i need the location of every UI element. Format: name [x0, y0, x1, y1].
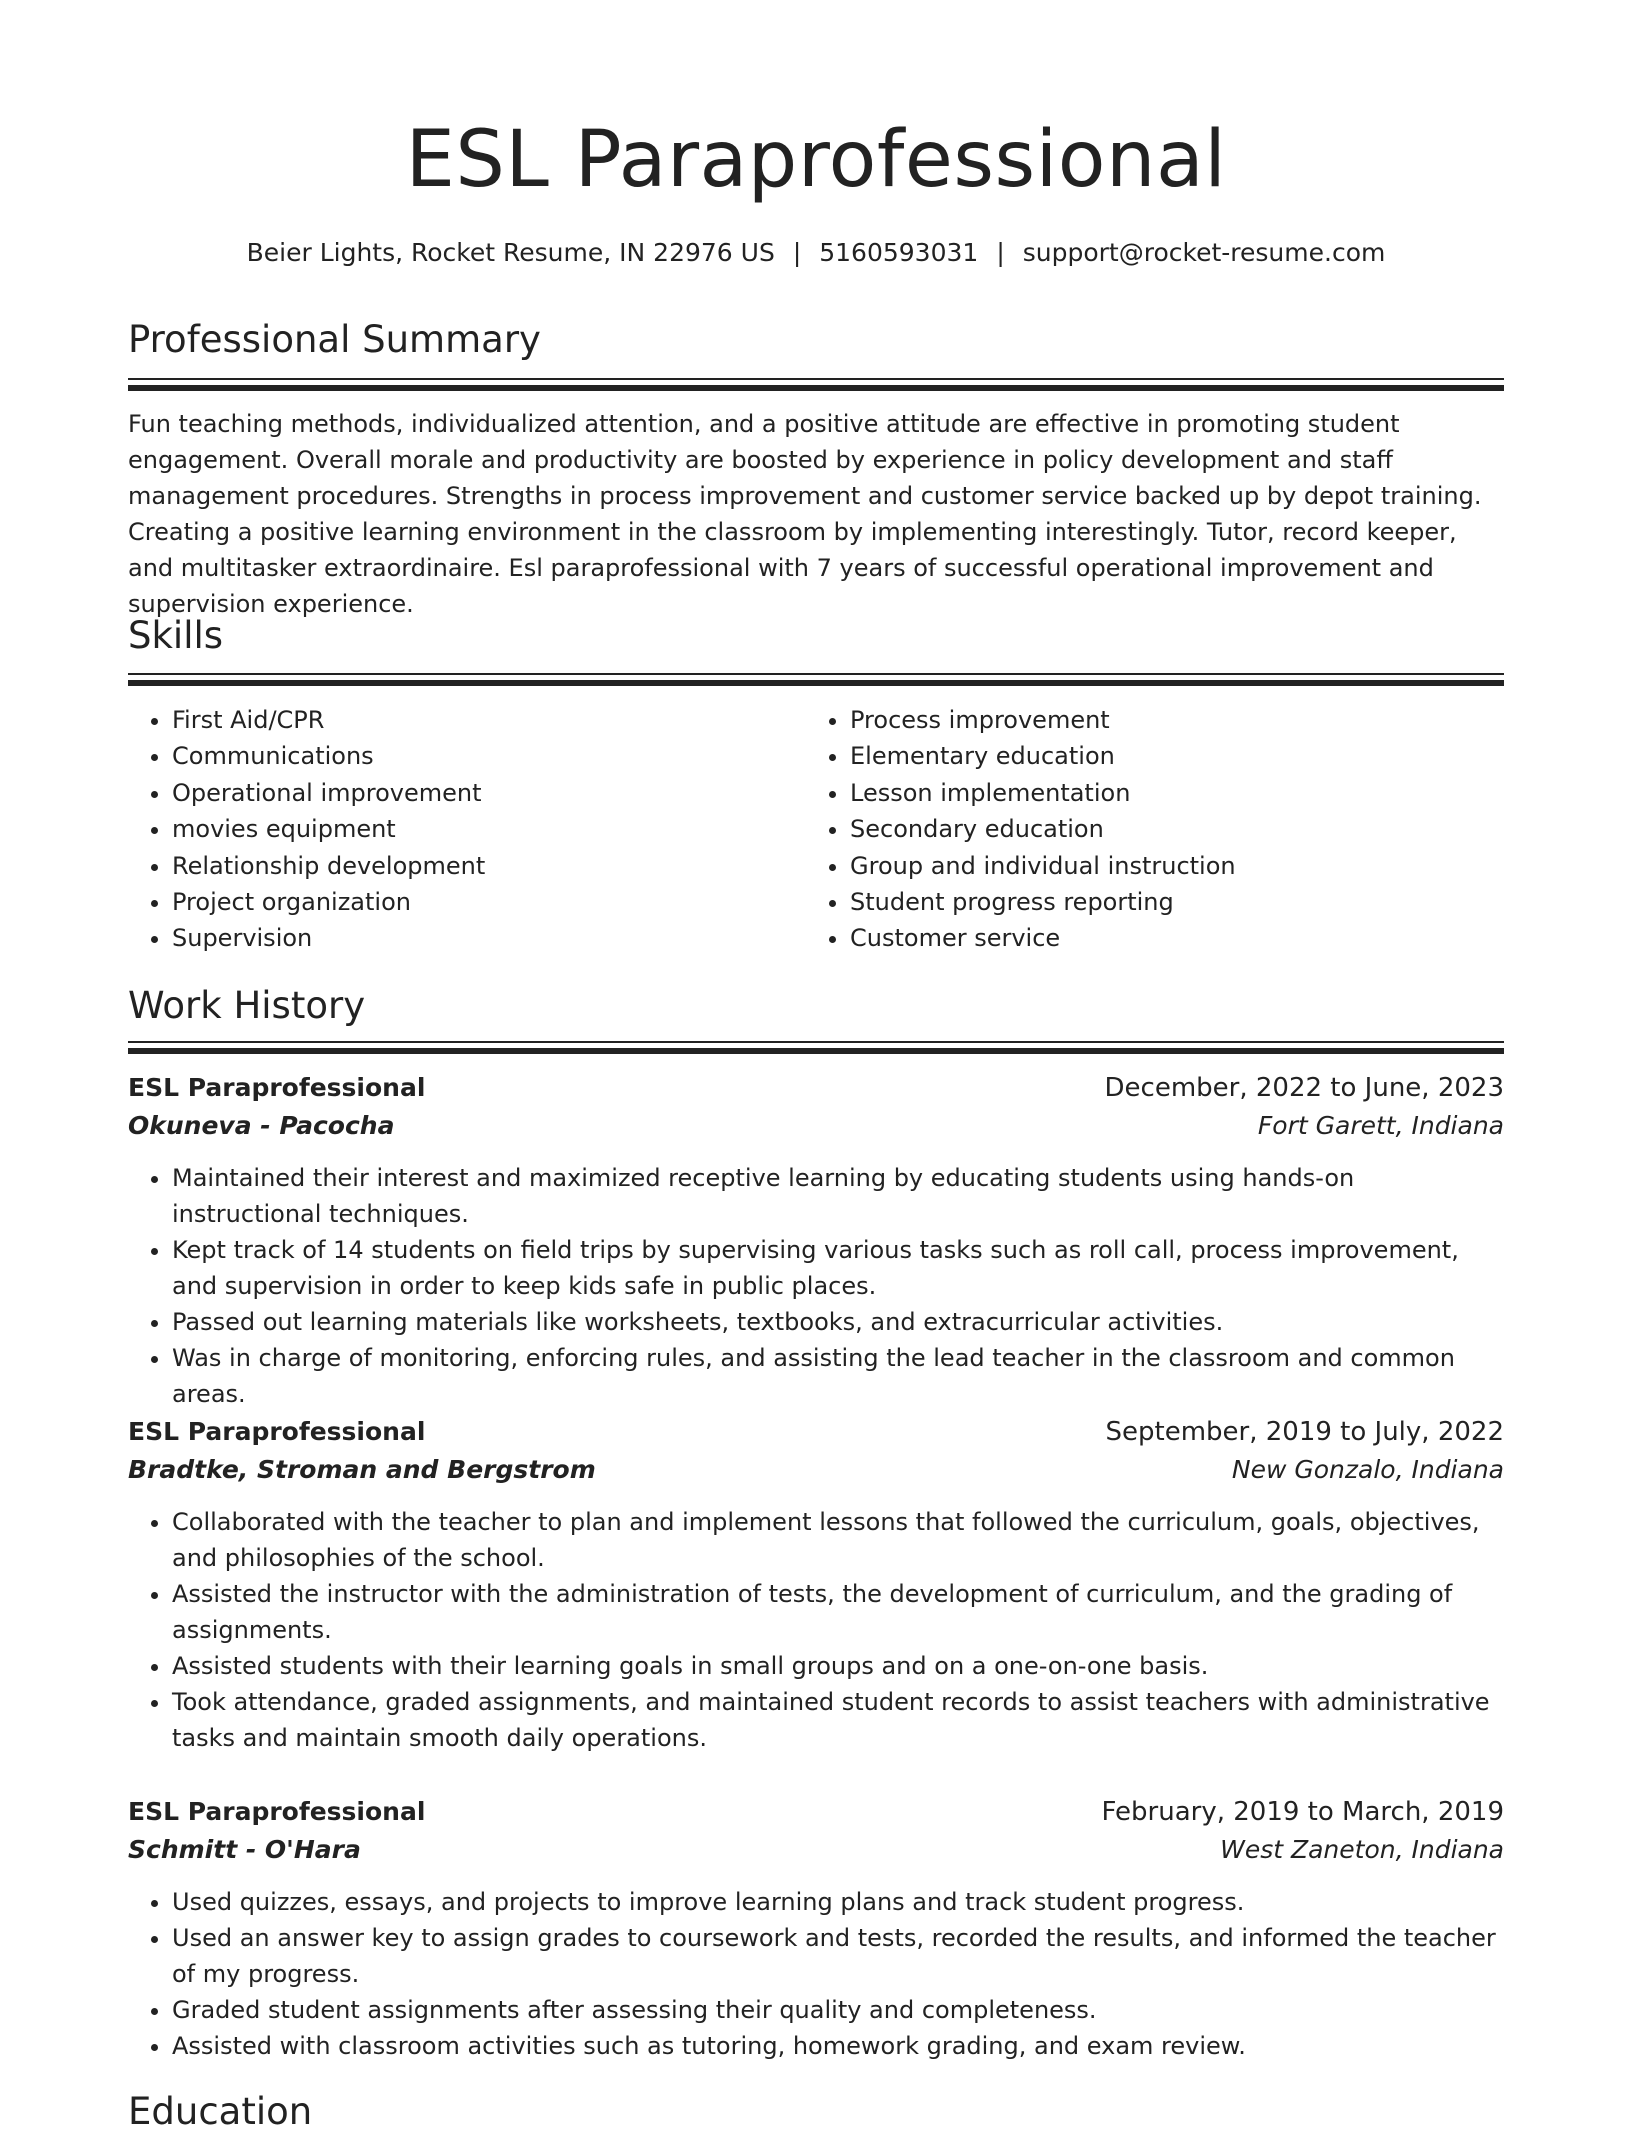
job-title: ESL Paraprofessional [128, 1073, 426, 1102]
job-subheader [128, 1111, 1504, 1140]
job-entry [128, 1797, 1504, 2064]
skill-item: • Elementary education [850, 738, 1484, 774]
contact-phone: 5160593031 [819, 238, 979, 267]
skill-item: • Secondary education [850, 811, 1484, 847]
job-bullet: • Maintained their interest and maximized receptive learning by educating students using hands-on instructional techniques. [172, 1160, 1504, 1232]
job-bullets [128, 1160, 1504, 1412]
skill-item: • Supervision [172, 920, 806, 956]
education-heading: Education [128, 2090, 313, 2133]
skill-item: • Customer service [850, 920, 1484, 956]
contact-separator: | [792, 238, 802, 267]
skill-item: • First Aid/CPR [172, 702, 806, 738]
job-header [128, 1797, 1504, 1827]
job-bullets [128, 1504, 1504, 1756]
section-divider [128, 1041, 1504, 1054]
job-title: ESL Paraprofessional [128, 1797, 426, 1826]
summary-text: Fun teaching methods, individualized attention, and a positive attitude are effective in promoting student engagement. Overall morale and productivity are boosted by experience in policy development and staff management procedures. Strengths in process improvement and customer service backed up by depot training. Creating a positive learning environment in the classroom by implementing interestingly. Tutor, record keeper, and multitasker extraordinaire. Esl paraprofessional with 7 years of successful operational improvement and supervision experience. [128, 410, 1482, 618]
job-bullet: • Used quizzes, essays, and projects to improve learning plans and track student progress. [172, 1884, 1504, 1920]
job-company: Schmitt - O'Hara [128, 1835, 361, 1864]
skill-item: • Lesson implementation [850, 775, 1484, 811]
skill-item: • Relationship development [172, 848, 806, 884]
job-location: West Zaneton, Indiana [1220, 1835, 1504, 1864]
skills-column-left [128, 702, 806, 957]
job-dates: December, 2022 to June, 2023 [1104, 1073, 1504, 1103]
job-bullet: • Kept track of 14 students on field trips by supervising various tasks such as roll call, process improvement, and supervision in order to keep kids safe in public places. [172, 1232, 1504, 1304]
job-bullet: • Passed out learning materials like worksheets, textbooks, and extracurricular activities. [172, 1304, 1504, 1340]
job-dates: September, 2019 to July, 2022 [1105, 1417, 1504, 1447]
contact-address: Beier Lights, Rocket Resume, IN 22976 US [246, 238, 775, 267]
job-company: Okuneva - Pacocha [128, 1111, 395, 1140]
job-location: Fort Garett, Indiana [1257, 1111, 1504, 1140]
skill-item: • movies equipment [172, 811, 806, 847]
contact-line [128, 238, 1504, 267]
job-bullet: • Used an answer key to assign grades to coursework and tests, recorded the results, and informed the teacher of my progress. [172, 1920, 1504, 1992]
job-bullet: • Assisted with classroom activities such as tutoring, homework grading, and exam review. [172, 2028, 1504, 2064]
skills-column-right [806, 702, 1484, 957]
contact-separator: | [996, 238, 1005, 267]
summary-heading: Professional Summary [128, 318, 541, 361]
job-bullet: • Collaborated with the teacher to plan and implement lessons that followed the curriculum, goals, objectives, and philosophies of the school. [172, 1504, 1504, 1576]
job-bullet: • Took attendance, graded assignments, and maintained student records to assist teachers with administrative tasks and maintain smooth daily operations. [172, 1684, 1504, 1756]
job-dates: February, 2019 to March, 2019 [1101, 1797, 1504, 1827]
job-subheader [128, 1835, 1504, 1864]
job-subheader [128, 1455, 1504, 1484]
skills-heading: Skills [128, 614, 224, 657]
job-bullet: • Was in charge of monitoring, enforcing rules, and assisting the lead teacher in the classroom and common areas. [172, 1340, 1504, 1412]
skill-item: • Student progress reporting [850, 884, 1484, 920]
job-entry [128, 1417, 1504, 1756]
section-divider [128, 673, 1504, 686]
candidate-name: ESL Paraprofessional [405, 115, 1227, 205]
skill-item: • Group and individual instruction [850, 848, 1484, 884]
job-bullet: • Graded student assignments after assessing their quality and completeness. [172, 1992, 1504, 2028]
job-bullets [128, 1884, 1504, 2064]
skills-list [128, 702, 1504, 957]
job-location: New Gonzalo, Indiana [1231, 1455, 1504, 1484]
job-bullet: • Assisted students with their learning goals in small groups and on a one-on-one basis. [172, 1648, 1504, 1684]
work-history-heading: Work History [128, 984, 366, 1027]
contact-email: support@rocket-resume.com [1022, 238, 1386, 267]
job-header [128, 1417, 1504, 1447]
skill-item: • Project organization [172, 884, 806, 920]
job-entry [128, 1073, 1504, 1412]
section-divider [128, 378, 1504, 391]
skill-item: • Communications [172, 738, 806, 774]
job-company: Bradtke, Stroman and Bergstrom [128, 1455, 596, 1484]
job-title: ESL Paraprofessional [128, 1417, 426, 1446]
job-header [128, 1073, 1504, 1103]
job-bullet: • Assisted the instructor with the administration of tests, the development of curriculum, and the grading of assignments. [172, 1576, 1504, 1648]
skill-item: • Operational improvement [172, 775, 806, 811]
skill-item: • Process improvement [850, 702, 1484, 738]
